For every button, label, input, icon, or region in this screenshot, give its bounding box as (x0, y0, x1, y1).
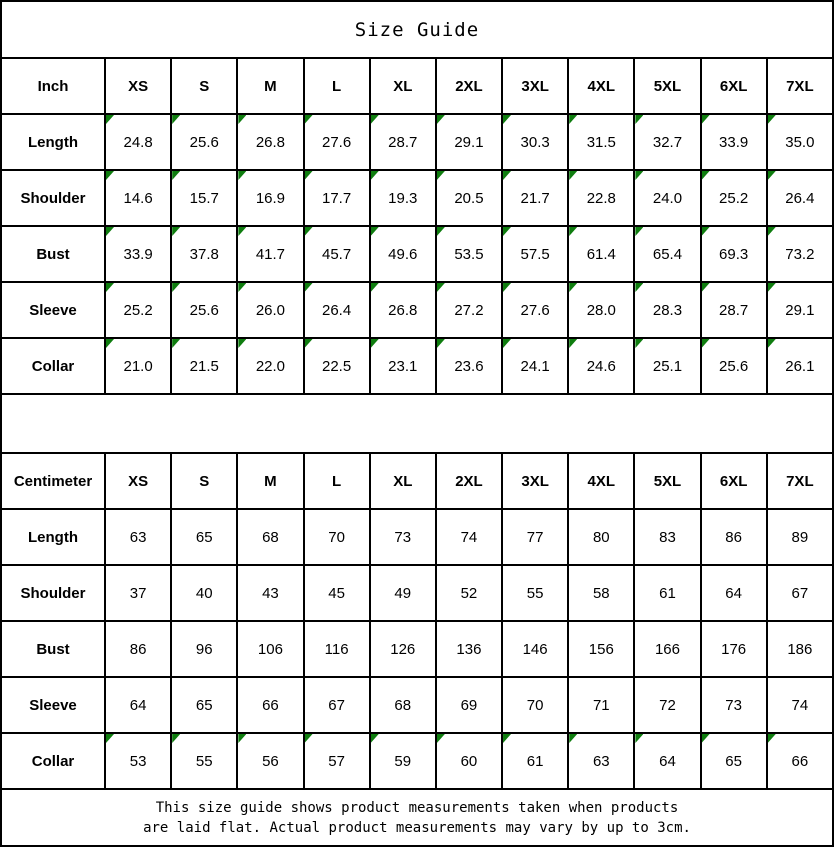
column-header-l: L (304, 453, 370, 509)
centimeter-size-table (0, 452, 834, 790)
size-value-cell: 156 (568, 621, 634, 677)
size-value-cell: 26.4 (304, 282, 370, 338)
size-value-cell: 83 (634, 509, 700, 565)
size-value-cell: 37.8 (171, 226, 237, 282)
column-header-2xl: 2XL (436, 58, 502, 114)
row-label-sleeve: Sleeve (1, 677, 105, 733)
row-label-length: Length (1, 114, 105, 170)
size-value-cell: 19.3 (370, 170, 436, 226)
size-value-cell: 25.6 (701, 338, 767, 394)
size-value-cell: 43 (237, 565, 303, 621)
column-header-4xl: 4XL (568, 453, 634, 509)
size-value-cell: 176 (701, 621, 767, 677)
column-header-6xl: 6XL (701, 58, 767, 114)
size-value-cell: 116 (304, 621, 370, 677)
size-value-cell: 25.2 (105, 282, 171, 338)
size-value-cell: 71 (568, 677, 634, 733)
row-label-length: Length (1, 509, 105, 565)
size-value-cell: 53 (105, 733, 171, 789)
table-row-shoulder (1, 565, 833, 621)
column-header-3xl: 3XL (502, 453, 568, 509)
size-value-cell: 67 (767, 565, 833, 621)
size-value-cell: 28.0 (568, 282, 634, 338)
size-value-cell: 45.7 (304, 226, 370, 282)
size-value-cell: 25.6 (171, 114, 237, 170)
size-value-cell: 65 (701, 733, 767, 789)
column-header-5xl: 5XL (634, 453, 700, 509)
size-value-cell: 33.9 (105, 226, 171, 282)
footer-note-line-1: This size guide shows product measurements taken when products (155, 799, 679, 816)
row-label-shoulder: Shoulder (1, 565, 105, 621)
size-value-cell: 21.7 (502, 170, 568, 226)
size-value-cell: 96 (171, 621, 237, 677)
size-value-cell: 77 (502, 509, 568, 565)
unit-header-centimeter: Centimeter (1, 453, 105, 509)
table-row-bust (1, 226, 833, 282)
size-value-cell: 166 (634, 621, 700, 677)
footer-note-line-2: are laid flat. Actual product measurements may vary by up to 3cm. (143, 819, 691, 836)
column-header-7xl: 7XL (767, 453, 833, 509)
row-label-collar: Collar (1, 733, 105, 789)
size-value-cell: 55 (171, 733, 237, 789)
size-value-cell: 63 (568, 733, 634, 789)
column-header-s: S (171, 453, 237, 509)
size-value-cell: 64 (105, 677, 171, 733)
table-row-collar (1, 338, 833, 394)
size-value-cell: 22.5 (304, 338, 370, 394)
size-value-cell: 25.1 (634, 338, 700, 394)
size-value-cell: 55 (502, 565, 568, 621)
size-value-cell: 61 (634, 565, 700, 621)
spacer-row (0, 395, 834, 452)
size-value-cell: 66 (237, 677, 303, 733)
page-title: Size Guide (0, 0, 834, 57)
row-label-sleeve: Sleeve (1, 282, 105, 338)
size-value-cell: 70 (304, 509, 370, 565)
size-value-cell: 70 (502, 677, 568, 733)
size-value-cell: 64 (634, 733, 700, 789)
row-label-bust: Bust (1, 621, 105, 677)
column-header-4xl: 4XL (568, 58, 634, 114)
size-value-cell: 24.6 (568, 338, 634, 394)
size-value-cell: 17.7 (304, 170, 370, 226)
size-value-cell: 37 (105, 565, 171, 621)
size-value-cell: 28.7 (701, 282, 767, 338)
header-row (1, 58, 833, 114)
column-header-xs: XS (105, 453, 171, 509)
size-value-cell: 21.5 (171, 338, 237, 394)
size-value-cell: 136 (436, 621, 502, 677)
size-value-cell: 26.8 (237, 114, 303, 170)
size-value-cell: 14.6 (105, 170, 171, 226)
size-value-cell: 27.6 (304, 114, 370, 170)
size-value-cell: 56 (237, 733, 303, 789)
size-value-cell: 24.0 (634, 170, 700, 226)
size-value-cell: 26.1 (767, 338, 833, 394)
column-header-xl: XL (370, 58, 436, 114)
table-row-bust (1, 621, 833, 677)
size-value-cell: 52 (436, 565, 502, 621)
size-value-cell: 23.1 (370, 338, 436, 394)
size-value-cell: 86 (701, 509, 767, 565)
size-value-cell: 86 (105, 621, 171, 677)
size-value-cell: 61 (502, 733, 568, 789)
row-label-collar: Collar (1, 338, 105, 394)
size-value-cell: 27.2 (436, 282, 502, 338)
size-value-cell: 186 (767, 621, 833, 677)
size-value-cell: 74 (436, 509, 502, 565)
size-value-cell: 25.6 (171, 282, 237, 338)
table-row-collar (1, 733, 833, 789)
size-value-cell: 66 (767, 733, 833, 789)
table-row-length (1, 114, 833, 170)
size-value-cell: 73 (370, 509, 436, 565)
size-value-cell: 67 (304, 677, 370, 733)
size-value-cell: 33.9 (701, 114, 767, 170)
size-value-cell: 21.0 (105, 338, 171, 394)
size-value-cell: 65.4 (634, 226, 700, 282)
size-value-cell: 60 (436, 733, 502, 789)
size-value-cell: 32.7 (634, 114, 700, 170)
size-value-cell: 49 (370, 565, 436, 621)
size-value-cell: 73 (701, 677, 767, 733)
size-value-cell: 53.5 (436, 226, 502, 282)
column-header-2xl: 2XL (436, 453, 502, 509)
column-header-m: M (237, 453, 303, 509)
size-value-cell: 30.3 (502, 114, 568, 170)
size-value-cell: 41.7 (237, 226, 303, 282)
size-value-cell: 126 (370, 621, 436, 677)
size-value-cell: 29.1 (436, 114, 502, 170)
size-value-cell: 29.1 (767, 282, 833, 338)
column-header-7xl: 7XL (767, 58, 833, 114)
size-value-cell: 22.0 (237, 338, 303, 394)
size-value-cell: 69.3 (701, 226, 767, 282)
row-label-bust: Bust (1, 226, 105, 282)
table-row-shoulder (1, 170, 833, 226)
column-header-xs: XS (105, 58, 171, 114)
inch-size-table (0, 57, 834, 395)
size-value-cell: 15.7 (171, 170, 237, 226)
size-value-cell: 146 (502, 621, 568, 677)
size-value-cell: 16.9 (237, 170, 303, 226)
size-value-cell: 68 (237, 509, 303, 565)
column-header-xl: XL (370, 453, 436, 509)
size-value-cell: 73.2 (767, 226, 833, 282)
size-value-cell: 72 (634, 677, 700, 733)
size-value-cell: 24.8 (105, 114, 171, 170)
size-value-cell: 40 (171, 565, 237, 621)
size-value-cell: 69 (436, 677, 502, 733)
size-value-cell: 80 (568, 509, 634, 565)
size-value-cell: 65 (171, 509, 237, 565)
size-value-cell: 28.3 (634, 282, 700, 338)
size-value-cell: 26.8 (370, 282, 436, 338)
size-value-cell: 45 (304, 565, 370, 621)
size-value-cell: 58 (568, 565, 634, 621)
size-value-cell: 23.6 (436, 338, 502, 394)
table-row-sleeve (1, 282, 833, 338)
size-value-cell: 28.7 (370, 114, 436, 170)
header-row (1, 453, 833, 509)
column-header-5xl: 5XL (634, 58, 700, 114)
size-value-cell: 65 (171, 677, 237, 733)
size-value-cell: 26.0 (237, 282, 303, 338)
size-value-cell: 25.2 (701, 170, 767, 226)
size-value-cell: 24.1 (502, 338, 568, 394)
footer-note (0, 790, 834, 847)
size-value-cell: 22.8 (568, 170, 634, 226)
table-row-length (1, 509, 833, 565)
column-header-m: M (237, 58, 303, 114)
size-value-cell: 89 (767, 509, 833, 565)
size-value-cell: 26.4 (767, 170, 833, 226)
size-value-cell: 64 (701, 565, 767, 621)
size-value-cell: 61.4 (568, 226, 634, 282)
column-header-l: L (304, 58, 370, 114)
size-value-cell: 59 (370, 733, 436, 789)
size-value-cell: 57 (304, 733, 370, 789)
size-value-cell: 106 (237, 621, 303, 677)
column-header-6xl: 6XL (701, 453, 767, 509)
size-value-cell: 63 (105, 509, 171, 565)
unit-header-inch: Inch (1, 58, 105, 114)
size-value-cell: 68 (370, 677, 436, 733)
size-value-cell: 57.5 (502, 226, 568, 282)
table-row-sleeve (1, 677, 833, 733)
size-value-cell: 31.5 (568, 114, 634, 170)
size-value-cell: 49.6 (370, 226, 436, 282)
column-header-3xl: 3XL (502, 58, 568, 114)
size-value-cell: 27.6 (502, 282, 568, 338)
size-value-cell: 20.5 (436, 170, 502, 226)
size-value-cell: 74 (767, 677, 833, 733)
row-label-shoulder: Shoulder (1, 170, 105, 226)
size-value-cell: 35.0 (767, 114, 833, 170)
column-header-s: S (171, 58, 237, 114)
